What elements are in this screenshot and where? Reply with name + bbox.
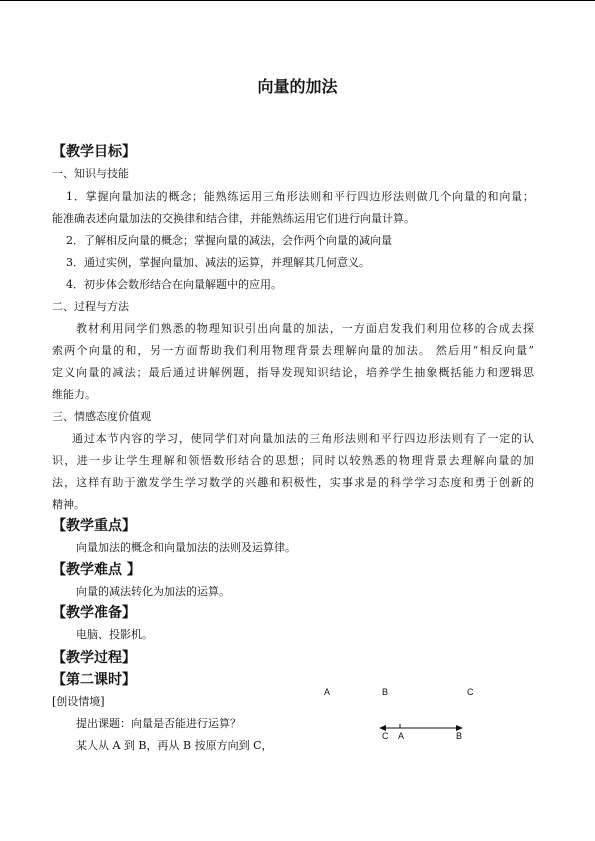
process-paragraph-line-2: 索两个向量的和，另一方面帮助我们利用物理背景去理解向量的加法。 然后用“相反向量” <box>52 344 534 357</box>
key-points-text: 向量加法的概念和向量加法的法则及运算律。 <box>76 541 296 554</box>
diagram-bottom-label-a: A <box>398 731 405 741</box>
objectives-sub-process: 二、过程与方法 <box>52 300 129 313</box>
objective-item-1-line-2: 能准确表述向量加法的交换律和结合律，并能熟练运用它们进行向量计算。 <box>52 212 415 225</box>
scenario-question: 提出课题：向量是否能进行运算？ <box>76 717 241 730</box>
attitude-paragraph-line-1: 通过本节内容的学习，使同学们对向量加法的三角形法则和平行四边形法则有了一定的认 <box>72 432 534 445</box>
diagram-bottom-label-c: C <box>382 731 389 741</box>
page-top-rule <box>0 0 595 1</box>
objective-item-2: 2．了解相反向量的概念；掌握向量的减法，会作两个向量的减向量 <box>66 234 392 247</box>
process-paragraph-line-4: 维能力。 <box>52 388 96 401</box>
diagram-top-label-a: A <box>324 687 331 697</box>
objectives-sub-attitude: 三、情感态度价值观 <box>52 410 151 423</box>
scenario-label: [创设情境] <box>52 695 105 708</box>
objective-item-3: 3．通过实例，掌握向量加、减法的运算，并理解其几何意义。 <box>66 256 370 269</box>
vector-diagram <box>310 680 510 760</box>
attitude-paragraph-line-4: 精神。 <box>52 498 85 511</box>
attitude-paragraph-line-3: 法，这样有助于激发学生学习数学的兴趣和积极性，实事求是的科学学习态度和勇于创新的 <box>52 476 534 489</box>
diagram-top-label-b: B <box>382 687 389 697</box>
difficulties-heading: 【教学难点 】 <box>52 562 141 578</box>
objective-item-4: 4．初步体会数形结合在向量解题中的应用。 <box>66 278 282 291</box>
page-title: 向量的加法 <box>257 77 338 96</box>
process-paragraph-line-3: 定义向量的减法；最后通过讲解例题，指导发现知识结论，培养学生抽象概括能力和逻辑思 <box>52 366 534 379</box>
period-heading: 【第二课时】 <box>52 672 136 688</box>
objectives-heading: 【教学目标】 <box>52 144 136 160</box>
preparation-text: 电脑、投影机。 <box>76 628 153 641</box>
objectives-sub-knowledge: 一、知识与技能 <box>52 167 129 180</box>
attitude-paragraph-line-2: 识，进一步让学生理解和领悟数形结合的思想；同时以较熟悉的物理背景去理解向量的加 <box>52 454 534 467</box>
objective-item-1-line-1: 1．掌握向量加法的概念；能熟练运用三角形法则和平行四边形法则做几个向量的和向量； <box>66 190 534 203</box>
process-paragraph-line-1: 教材利用同学们熟悉的物理知识引出向量的加法，一方面启发我们利用位移的合成去探 <box>76 322 534 335</box>
process-heading: 【教学过程】 <box>52 650 136 666</box>
scenario-description: 某人从 A 到 B，再从 B 按原方向到 C， <box>76 739 273 752</box>
diagram-bottom-label-b: B <box>456 731 463 741</box>
diagram-top-label-c: C <box>467 687 474 697</box>
key-points-heading: 【教学重点】 <box>52 518 136 534</box>
difficulties-text: 向量的减法转化为加法的运算。 <box>76 585 230 598</box>
preparation-heading: 【教学准备】 <box>52 605 136 621</box>
